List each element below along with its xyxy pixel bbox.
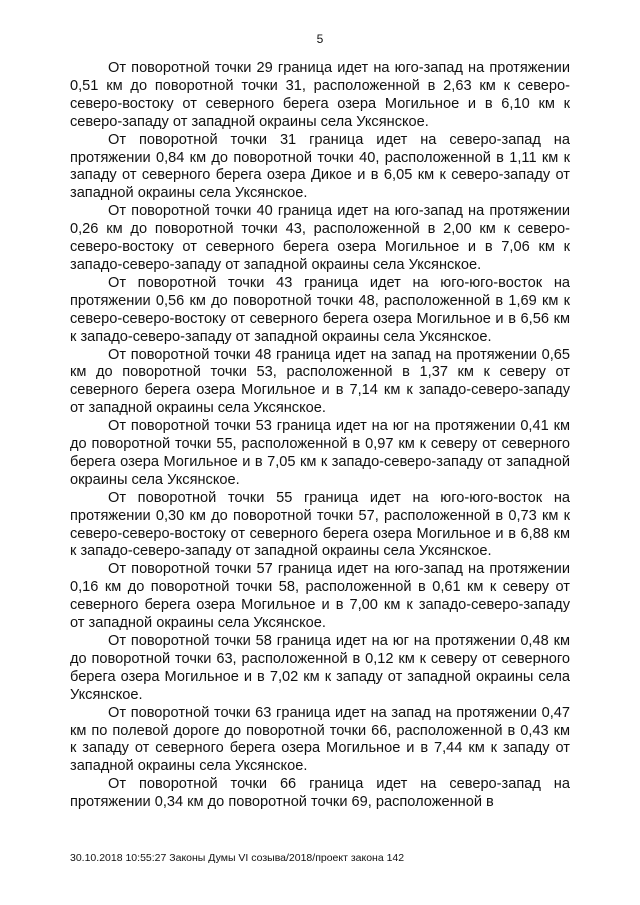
document-body	[70, 60, 570, 812]
page-number: 5	[316, 32, 324, 46]
paragraph: От поворотной точки 29 граница идет на юго-запад на протяжении 0,51 км до поворотной точки 31, расположенной в 2,63 км к северо-северо-востоку от северного берега озера Могильное и в 6,10 км к северо-западу от западной окраины села Уксянское.	[70, 60, 570, 130]
paragraph: От поворотной точки 43 граница идет на юго-юго-восток на протяжении 0,56 км до поворотной точки 48, расположенной в 1,69 км к северо-северо-востоку от северного берега озера Могильное и в 6,56 км к западо-северо-западу от западной окраины села Уксянское.	[70, 274, 570, 345]
paragraph: От поворотной точки 55 граница идет на юго-юго-восток на протяжении 0,30 км до поворотной точки 57, расположенной в 0,73 км к северо-северо-востоку от северного берега озера Могильное и в 6,88 км к западо-северо-западу от западной окраины села Уксянское.	[70, 489, 570, 560]
footer-file-path: 30.10.2018 10:55:27 Законы Думы VI созыва/2018/проект закона 142	[70, 852, 405, 864]
paragraph: От поворотной точки 31 граница идет на северо-запад на протяжении 0,84 км до поворотной точки 40, расположенной в 1,11 км к западу от северного берега озера Дикое и в 6,05 км к северо-западу от западной окраины села Уксянское.	[70, 131, 570, 202]
paragraph: От поворотной точки 57 граница идет на юго-запад на протяжении 0,16 км до поворотной точки 58, расположенной в 0,61 км к северу от северного берега озера Могильное и в 7,00 км к западо-северо-западу от западной окраины села Уксянское.	[70, 561, 570, 632]
paragraph: От поворотной точки 58 граница идет на юг на протяжении 0,48 км до поворотной точки 63, расположенной в 0,12 км к северу от северного берега озера Могильное и в 7,02 км к западу от западной окраины села Уксянское.	[70, 633, 570, 703]
paragraph: От поворотной точки 66 граница идет на северо-запад на протяжении 0,34 км до поворотной точки 69, расположенной в	[70, 776, 570, 811]
paragraph: От поворотной точки 63 граница идет на запад на протяжении 0,47 км по полевой дороге до поворотной точки 66, расположенной в 0,43 км к западу от северного берега озера Могильное и в 7,44 км к западу от западной окраины села Уксянское.	[70, 704, 570, 775]
paragraph: От поворотной точки 53 граница идет на юг на протяжении 0,41 км до поворотной точки 55, расположенной в 0,97 км к северу от северного берега озера Могильное и в 7,05 км к западо-северо-западу от западной окраины села Уксянское.	[70, 418, 570, 488]
paragraph: От поворотной точки 40 граница идет на юго-запад на протяжении 0,26 км до поворотной точки 43, расположенной в 2,00 км к северо-северо-востоку от северного берега озера Могильное и в 7,06 км к западо-северо-западу от западной окраины села Уксянское.	[70, 203, 570, 273]
paragraph: От поворотной точки 48 граница идет на запад на протяжении 0,65 км до поворотной точки 53, расположенной в 1,37 км к северу от северного берега озера Могильное и в 7,14 км к западо-северо-западу от западной окраины села Уксянское.	[70, 346, 570, 417]
